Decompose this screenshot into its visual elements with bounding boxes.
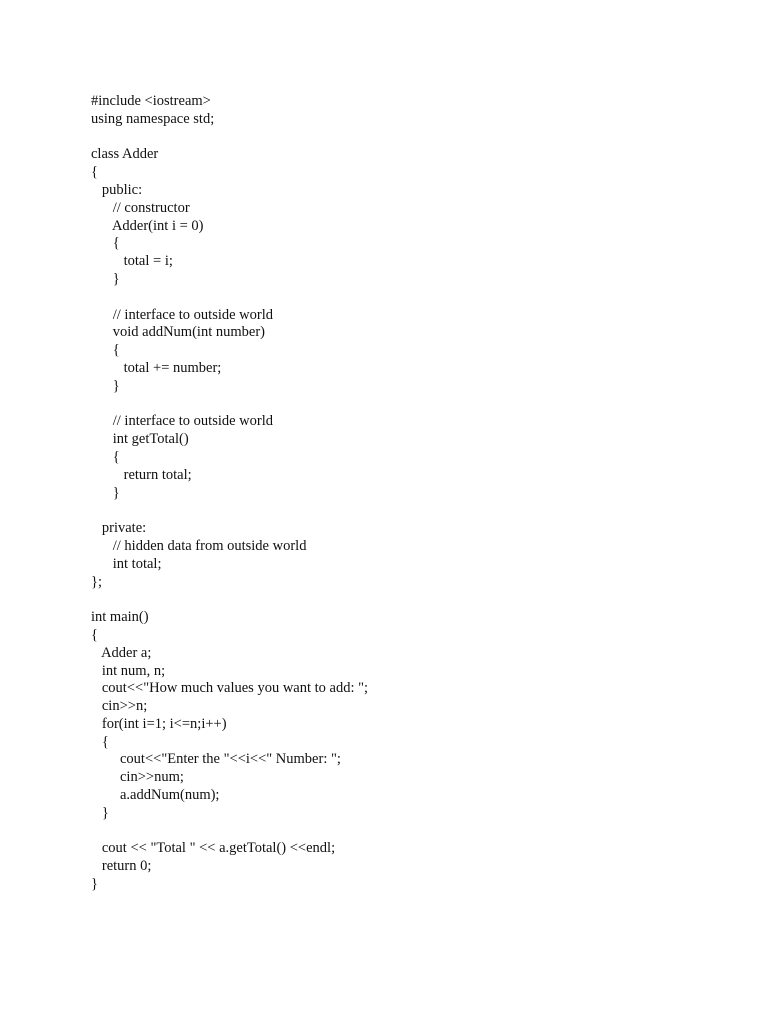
code-line: public: (91, 181, 143, 198)
code-line: void addNum(int number) (91, 324, 265, 341)
code-line: { (91, 626, 98, 643)
code-line (91, 129, 368, 147)
code-line: #include <iostream> (91, 93, 211, 109)
code-listing (91, 93, 368, 894)
code-line: cout<<"How much values you want to add: "; (91, 680, 369, 697)
code-line: int getTotal() (91, 431, 189, 448)
code-line: int num, n; (91, 662, 166, 679)
code-line (91, 396, 368, 414)
code-line: // hidden data from outside world (91, 537, 307, 554)
code-line: { (91, 733, 109, 750)
code-line: Adder a; (91, 644, 152, 661)
code-line: } (91, 377, 120, 394)
code-line: private: (91, 520, 147, 537)
code-line: // constructor (91, 199, 190, 216)
code-line: cin>>n; (91, 698, 148, 715)
code-line: { (91, 235, 120, 252)
code-line: a.addNum(num); (91, 787, 220, 804)
code-line: { (91, 164, 98, 181)
code-line: total = i; (91, 253, 173, 270)
code-line (91, 502, 368, 520)
code-line: // interface to outside world (91, 413, 274, 430)
code-line: cout<<"Enter the "<<i<<" Number: "; (91, 751, 341, 768)
code-line: } (91, 876, 98, 893)
code-line: } (91, 804, 109, 821)
code-line: total += number; (91, 359, 222, 376)
code-line (91, 591, 368, 609)
code-line: int total; (91, 555, 162, 572)
code-line: } (91, 484, 120, 501)
code-line: } (91, 270, 120, 287)
code-line: return 0; (91, 858, 152, 875)
code-line: { (91, 342, 120, 359)
code-line: int main() (91, 609, 149, 626)
code-line: cin>>num; (91, 769, 184, 786)
code-line: Adder(int i = 0) (91, 217, 204, 234)
code-line: class Adder (91, 146, 159, 163)
code-line: // interface to outside world (91, 306, 274, 323)
code-line (91, 289, 368, 307)
code-line: return total; (91, 466, 192, 483)
code-line: for(int i=1; i<=n;i++) (91, 715, 227, 732)
code-line: using namespace std; (91, 110, 215, 127)
code-line (91, 823, 368, 841)
code-line: { (91, 448, 120, 465)
code-line: cout << "Total " << a.getTotal() <<endl; (91, 840, 336, 857)
code-line: }; (91, 573, 102, 590)
